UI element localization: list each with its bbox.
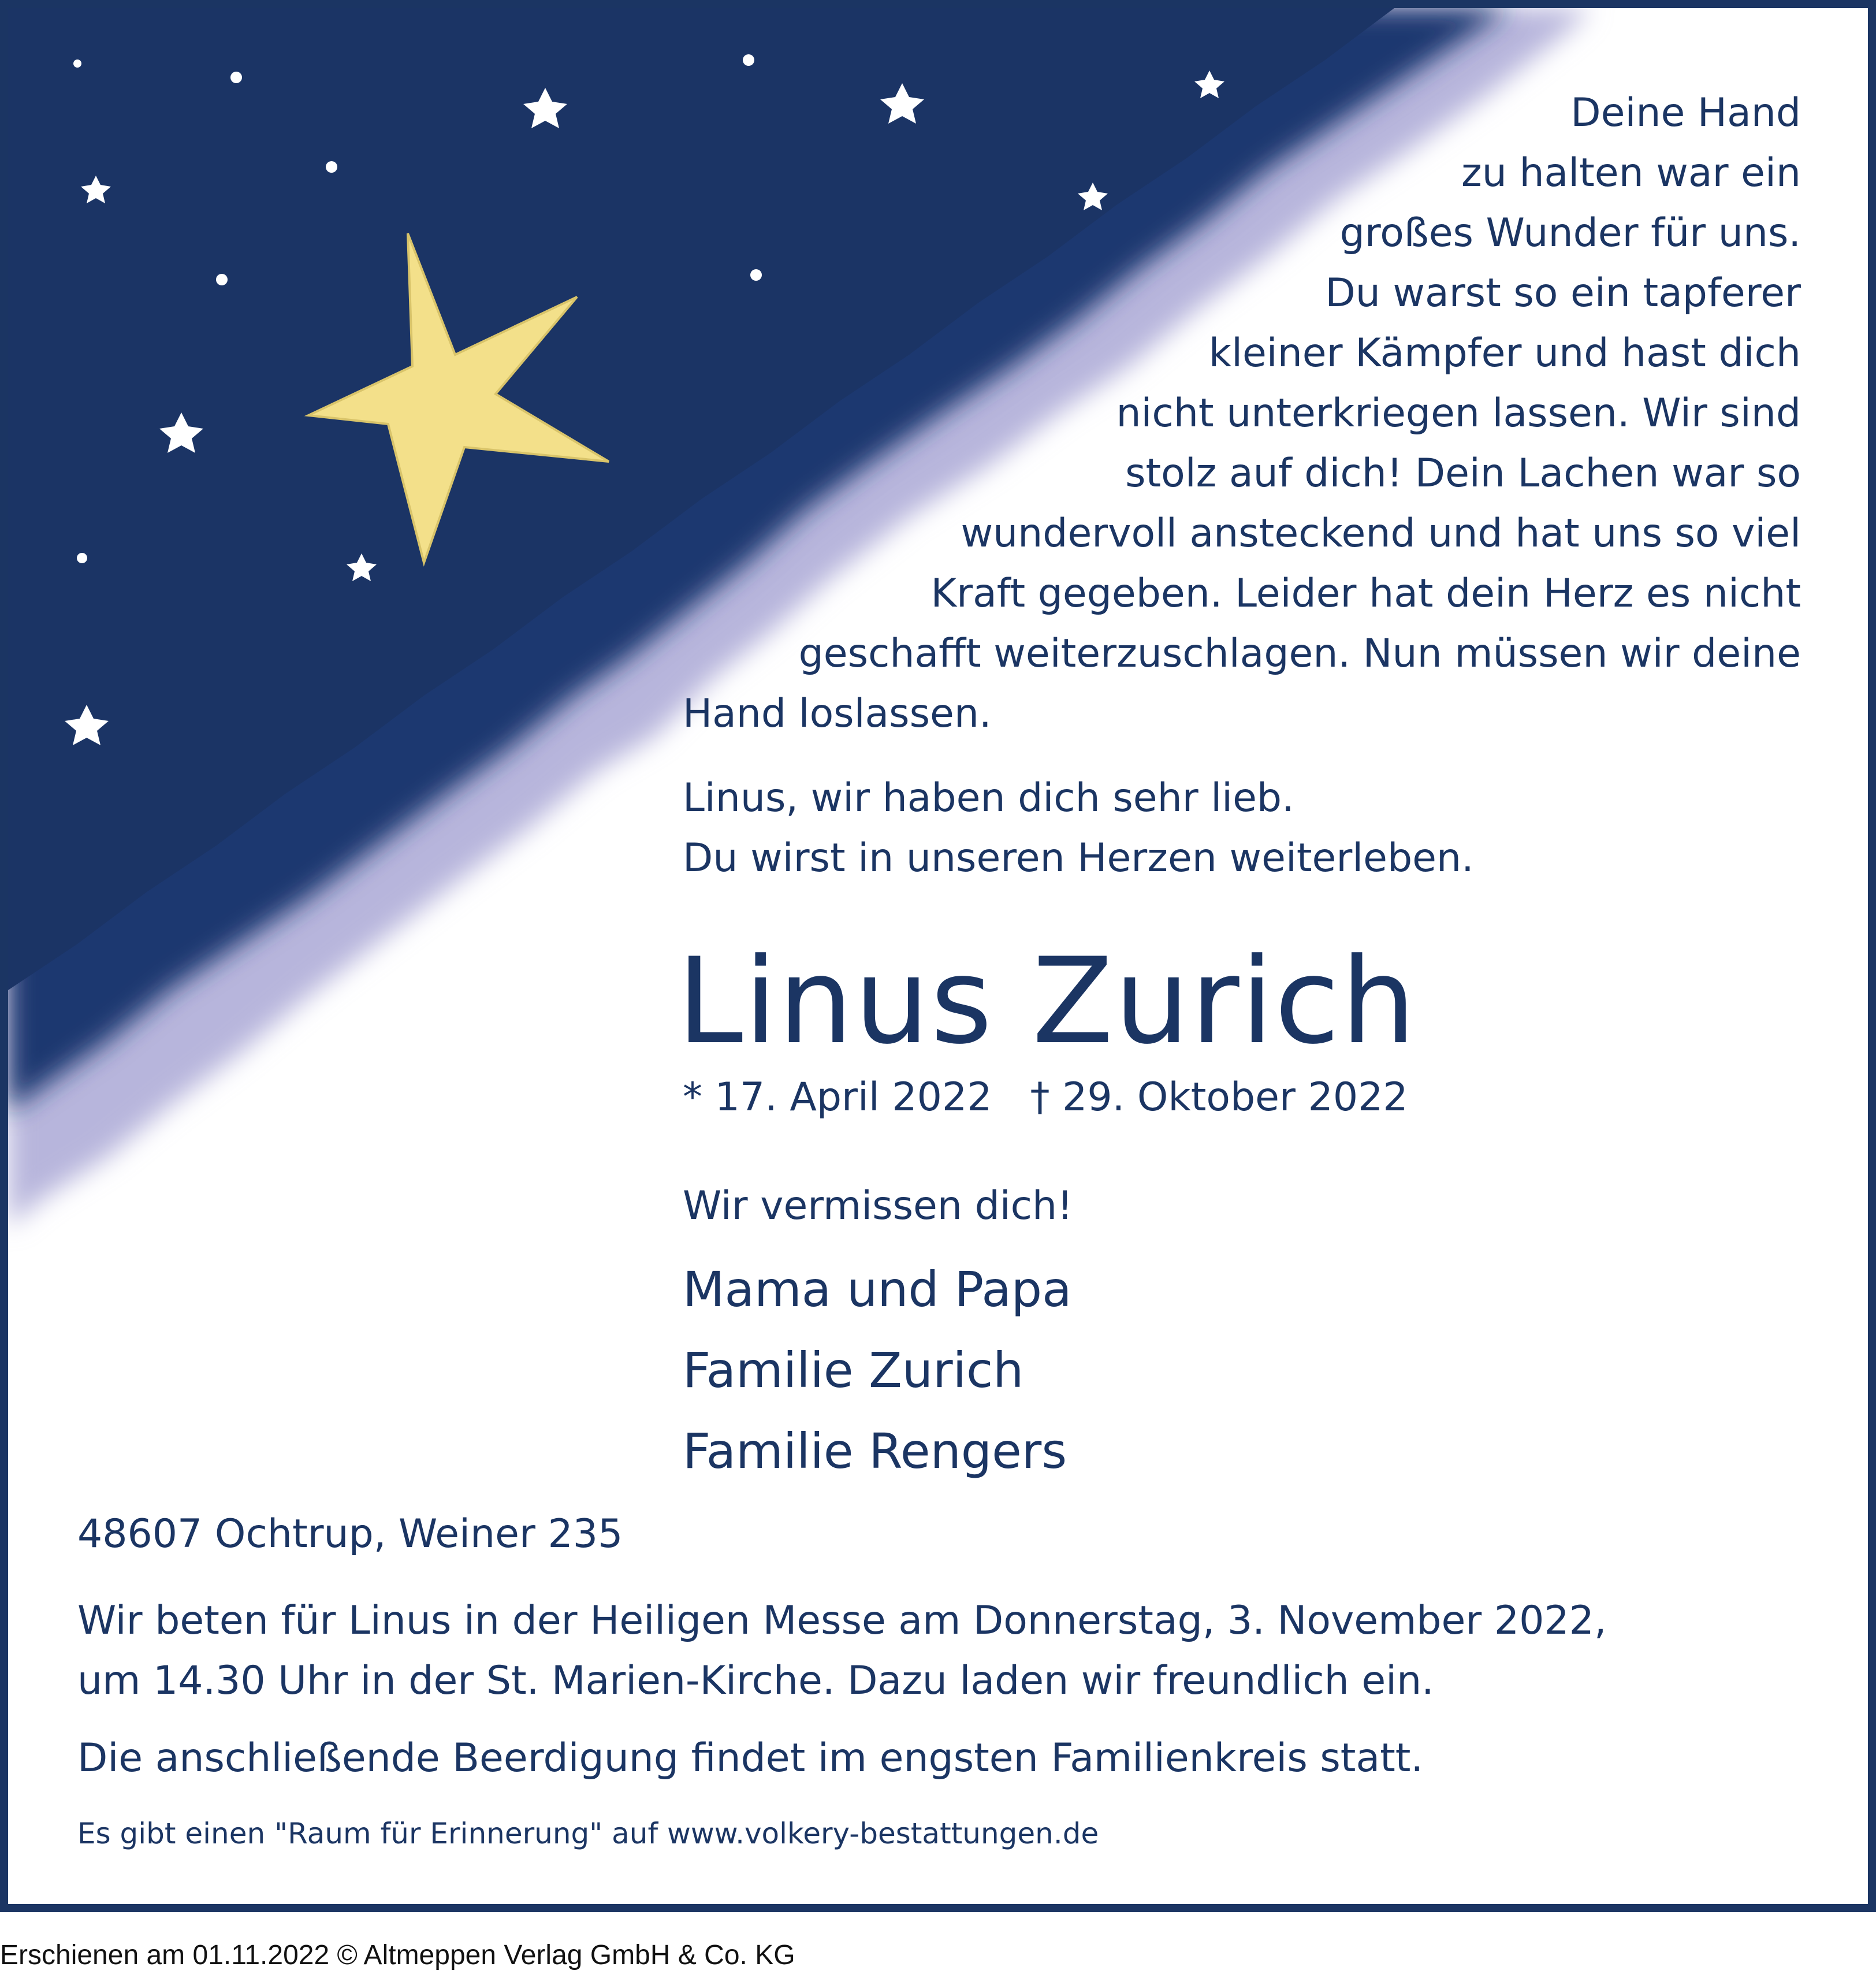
poem-line: Kraft gegeben. Leider hat dein Herz es nicht [930, 571, 1801, 616]
poem-line: Hand loslassen. [683, 691, 992, 737]
mass-announcement [77, 1591, 1607, 1711]
sparkle-dot-icon [73, 60, 81, 68]
mourners-intro: Wir vermissen dich! [683, 1183, 1073, 1229]
mourners-list [683, 1249, 1072, 1492]
sparkle-dot-icon [326, 161, 337, 173]
sparkle-dot-icon [743, 54, 754, 66]
mass-line: Wir beten für Linus in der Heiligen Messe am Donnerstag, 3. November 2022, [77, 1598, 1607, 1644]
life-dates [683, 1069, 1408, 1126]
sparkle-dot-icon [230, 72, 242, 83]
poem-line: stolz auf dich! Dein Lachen war so [1125, 451, 1801, 496]
poem-line: Deine Hand [1570, 90, 1801, 136]
poem-line: Du warst so ein tapferer [1325, 270, 1801, 316]
family-address: 48607 Ochtrup, Weiner 235 [77, 1511, 623, 1557]
mourner-name: Familie Rengers [683, 1423, 1067, 1479]
poem-line: großes Wunder für uns. [1339, 210, 1801, 256]
poem [683, 83, 1801, 744]
farewell-line: Linus, wir haben dich sehr lieb. [683, 775, 1294, 821]
sparkle-dot-icon [77, 553, 87, 563]
deceased-name: Linus Zurich [677, 933, 1417, 1070]
mourner-name: Familie Zurich [683, 1342, 1024, 1399]
memorial-website-note: Es gibt einen "Raum für Erinnerung" auf www.volkery-bestattungen.de [77, 1817, 1099, 1850]
poem-line: zu halten war ein [1461, 150, 1801, 196]
poem-line: nicht unterkriegen lassen. Wir sind [1116, 391, 1801, 436]
farewell-line: Du wirst in unseren Herzen weiterleben. [683, 835, 1474, 881]
burial-note: Die anschließende Beerdigung findet im engsten Familienkreis statt. [77, 1735, 1424, 1781]
farewell-message [683, 768, 1474, 888]
birth-date: * 17. April 2022 [683, 1074, 992, 1120]
publication-footer: Erschienen am 01.11.2022 © Altmeppen Verlag GmbH & Co. KG [0, 1940, 795, 1970]
sparkle-dot-icon [216, 274, 228, 285]
poem-line: geschafft weiterzuschlagen. Nun müssen wir deine [798, 631, 1801, 676]
mass-line: um 14.30 Uhr in der St. Marien-Kirche. Dazu laden wir freundlich ein. [77, 1658, 1434, 1704]
death-date: † 29. Oktober 2022 [1030, 1074, 1408, 1120]
poem-line: wundervoll ansteckend und hat uns so viel [961, 511, 1801, 556]
mourner-name: Mama und Papa [683, 1261, 1072, 1318]
poem-line: kleiner Kämpfer und hast dich [1208, 330, 1801, 376]
